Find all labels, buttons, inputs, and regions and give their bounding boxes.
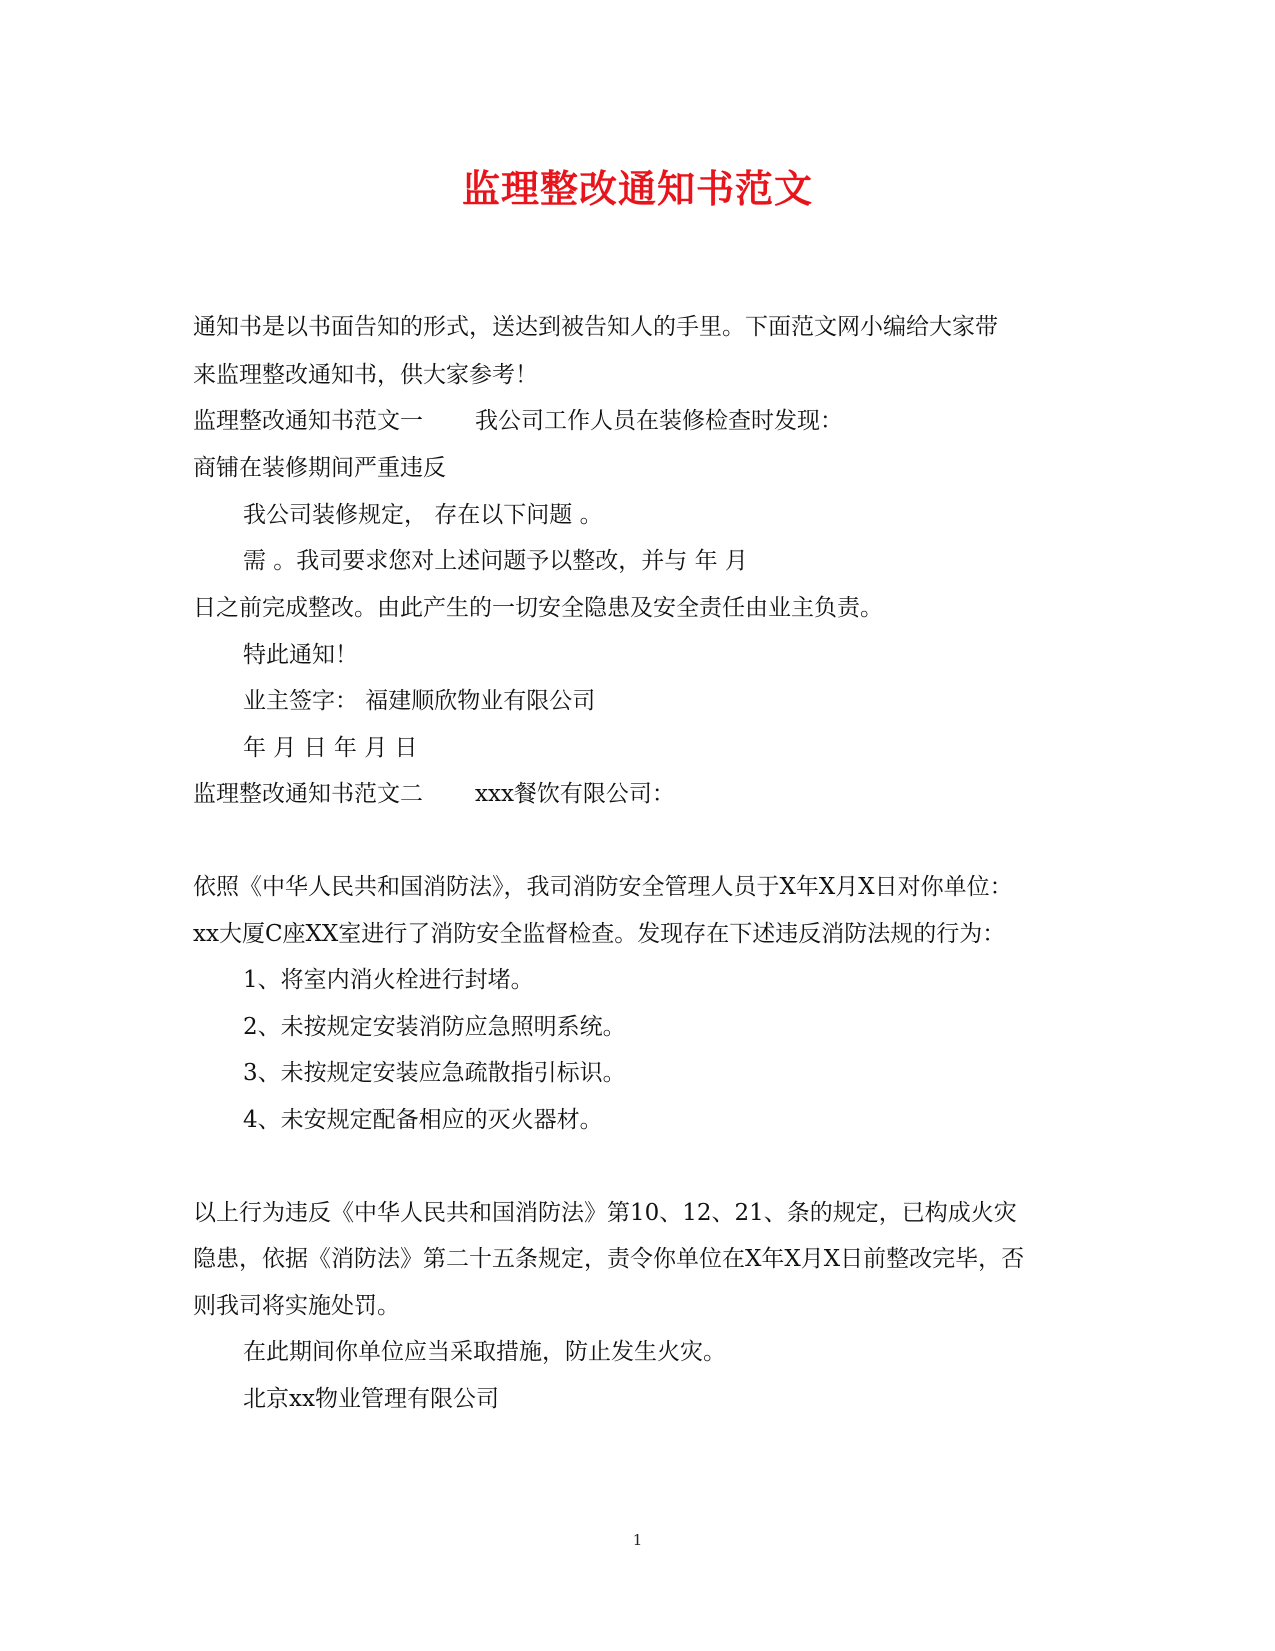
sample2-item-3: 3、未按规定安装应急疏散指引标识。 xyxy=(243,1060,626,1086)
sample1-line-6: 业主签字： 福建顺欣物业有限公司 xyxy=(243,688,596,714)
sample2-para2-line-2: 隐患，依据《消防法》第二十五条规定，责令你单位在X年X月X日前整改完毕，否 xyxy=(193,1246,1025,1272)
sample2-item-4: 4、未安规定配备相应的灭火器材。 xyxy=(243,1107,603,1133)
sample2-heading: 监理整改通知书范文二 xyxy=(193,781,423,807)
sample1-heading: 监理整改通知书范文一 xyxy=(193,408,423,434)
document-title: 监理整改通知书范文 xyxy=(461,166,813,211)
sample2-heading-line xyxy=(193,779,675,809)
sample2-item-1: 1、将室内消火栓进行封堵。 xyxy=(243,967,534,993)
page-number: 1 xyxy=(632,1531,643,1549)
sample2-para3: 在此期间你单位应当采取措施，防止发生火灾。 xyxy=(243,1339,726,1365)
sample1-line-7: 年 月 日 年 月 日 xyxy=(243,735,418,761)
sample1-line-3: 需 。我司要求您对上述问题予以整改，并与 年 月 xyxy=(243,548,748,574)
sample1-line-4: 日之前完成整改。由此产生的一切安全隐患及安全责任由业主负责。 xyxy=(193,595,883,621)
sample2-para1-line-2: xx大厦C座XX室进行了消防安全监督检查。发现存在下述违反消防法规的行为： xyxy=(193,921,1006,947)
sample1-heading-text: 我公司工作人员在装修检查时发现： xyxy=(475,408,843,434)
sample2-para2-line-3: 则我司将实施处罚。 xyxy=(193,1293,400,1319)
sample1-line-5: 特此通知！ xyxy=(243,642,358,668)
intro-line-2: 来监理整改通知书，供大家参考！ xyxy=(193,362,538,388)
sample2-para1-line-1: 依照《中华人民共和国消防法》，我司消防安全管理人员于X年X月X日对你单位： xyxy=(193,874,1013,900)
sample1-line-2: 我公司装修规定， 存在以下问题 。 xyxy=(243,502,603,528)
sample1-line-1: 商铺在装修期间严重违反 xyxy=(193,455,446,481)
sample2-heading-text: xxx餐饮有限公司： xyxy=(475,781,675,807)
intro-line-1: 通知书是以书面告知的形式，送达到被告知人的手里。下面范文网小编给大家带 xyxy=(193,314,998,340)
sample2-item-2: 2、未按规定安装消防应急照明系统。 xyxy=(243,1014,626,1040)
sample2-para2-line-1: 以上行为违反《中华人民共和国消防法》第10、12、21、条的规定，已构成火灾 xyxy=(193,1200,1017,1226)
sample1-heading-line xyxy=(193,406,843,436)
sample2-signature: 北京xx物业管理有限公司 xyxy=(243,1386,499,1412)
